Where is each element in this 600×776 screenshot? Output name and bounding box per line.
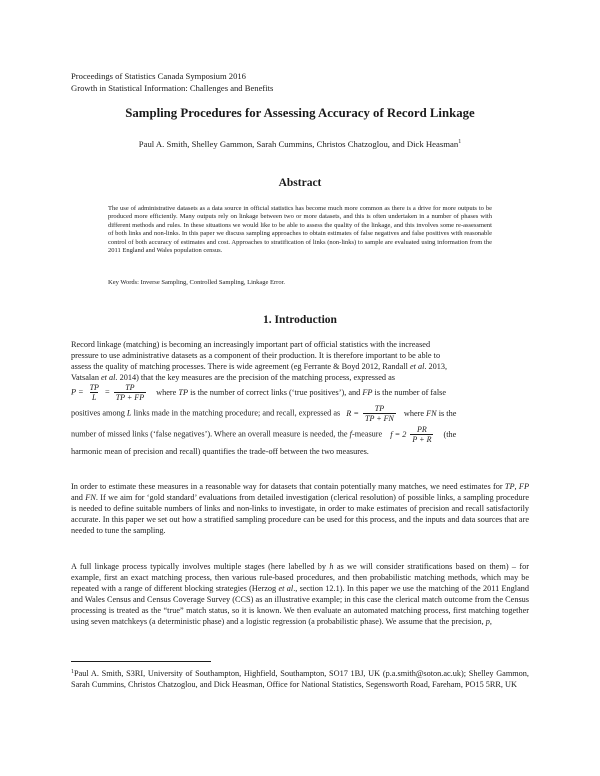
recall-lhs: R = — [346, 408, 359, 418]
precision-fraction-2: $\frac{TP}{TP + FP}$ — [115, 383, 145, 403]
abstract-heading: Abstract — [278, 177, 322, 189]
section-heading-introduction: 1. Introduction — [263, 314, 337, 326]
author-list — [0, 139, 600, 149]
keywords: Key Words: Inverse Sampling, Controlled Sampling, Linkage Error. — [108, 279, 285, 286]
author-names: Paul A. Smith, Shelley Gammon, Sarah Cummins, Christos Chatzoglou, and Dick Heasman — [138, 139, 459, 149]
precision-fraction-1: $\frac{TP}{L}$ — [89, 383, 99, 403]
f-measure-text-pre: number of missed links (‘false negatives’). Where an overall measure is needed, the f-measure — [71, 429, 383, 439]
header-line-1: Proceedings of Statistics Canada Symposium 2016 — [71, 71, 246, 81]
footnote-text: Paul A. Smith, S3RI, University of Southampton, Highfield, Southampton, SO17 1BJ, UK (p.a.smith@soton.ac.uk); Shelley Gammon, Sarah Cummins, Christos Chatzoglou, and Dick Heasman, Office for National Statistics, Segensworth Road, Fareham, PO15 5RR, UK — [71, 669, 529, 689]
intro-paragraph-1 — [71, 339, 529, 457]
header-line-2: Growth in Statistical Information: Challenges and Benefits — [71, 82, 274, 93]
author-footnote-mark: 1 — [458, 139, 462, 145]
footnote-mark: 1 — [71, 669, 74, 675]
recall-fraction: $\frac{TP}{TP + FN}$ — [365, 404, 394, 424]
precision-equals: = — [105, 387, 110, 397]
abstract-text: The use of administrative datasets as a data source in official statistics has become much more common as there is a drive for more outputs to be produced more efficiently. Many outputs rely on linkage between two or more datasets, and this is often undertaken in a number of phases with different methods and rules. In these situations we would like to be able to assess the quality of the linkage, and this involves some re-assessment of both links and non-links. In this paper we discuss sampling approaches to obtain estimates of false negatives and false positives with reasonable control of both accuracy of estimates and cost. Approaches to stratification of links (non-links) to sample are evaluated using information from the 2011 England and Wales population census. — [108, 205, 492, 255]
f-measure-text-post: (the — [443, 429, 457, 439]
p1-line-4: Vatsalan et al. 2014) that the key measures are the precision of the matching process, expressed as — [71, 373, 395, 383]
paper-title: Sampling Procedures for Assessing Accuracy of Record Linkage — [125, 106, 475, 120]
p1-last-line: harmonic mean of precision and recall) quantifies the trade-off between the two measures. — [71, 447, 369, 457]
recall-equation-line — [71, 404, 529, 425]
f-measure-equation-line — [71, 425, 529, 446]
f-measure-fraction: $\frac{PR}{P + R}$ — [412, 425, 432, 445]
precision-text: where TP is the number of correct links (‘true positives’), and FP is the number of false — [156, 387, 447, 397]
p1-line-2: pressure to use administrative datasets as a component of their production. It is therefore important to be able to — [71, 351, 441, 361]
intro-paragraph-2: In order to estimate these measures in a reasonable way for datasets that contain potentially many matches, we need estimates for TP, FP and FN. If we aim for ‘gold standard’ evaluations from detailed investigation (clerical resolution) of possible links, a sampling procedure is needed to define suitable numbers of links and non-links to investigate, in order to make estimates of precision and recall satisfactorily accurate. In this paper we set out how a stratified sampling procedure can be used for this process, and the inputs and data sources that are needed to tune the sampling. — [71, 482, 529, 536]
recall-text-post: where FN is the — [403, 408, 457, 418]
p1-line-3: assess the quality of matching processes. There is wide agreement (eg Ferrante & Boyd 2012, Randall et al. 2013, — [71, 362, 448, 372]
footnote — [71, 667, 529, 690]
running-header — [71, 71, 273, 94]
p1-line-1: Record linkage (matching) is becoming an increasingly important part of official statistics with the increased — [71, 340, 431, 349]
intro-paragraph-3: A full linkage process typically involves multiple stages (here labelled by h as we will consider stratifications based on them) – for example, first an exact matching process, then various rule-based procedures, and then probabilistic matching methods, which may be repeated with a range of different blocking strategies (Herzog et al., section 12.1). In this paper we use the matching of the 2011 England and Wales Census and Census Coverage Survey (CCS) as an illustrative example; in this case the clerical match outcome from the Census processing is treated as the “true” match status, so it is known. We then evaluate an automated matching process, first matching together using seven matchkeys (a deterministic phase) and a logistic regression (a probabilistic phase). We assume that the precision, p, — [71, 562, 530, 627]
f-measure-lhs: f = 2 — [390, 429, 407, 439]
recall-text-pre: positives among L links made in the matching procedure; and recall, expressed as — [71, 408, 341, 418]
precision-equation-line — [71, 383, 529, 404]
footnote-divider — [71, 661, 211, 662]
precision-lhs: P = — [71, 387, 84, 397]
